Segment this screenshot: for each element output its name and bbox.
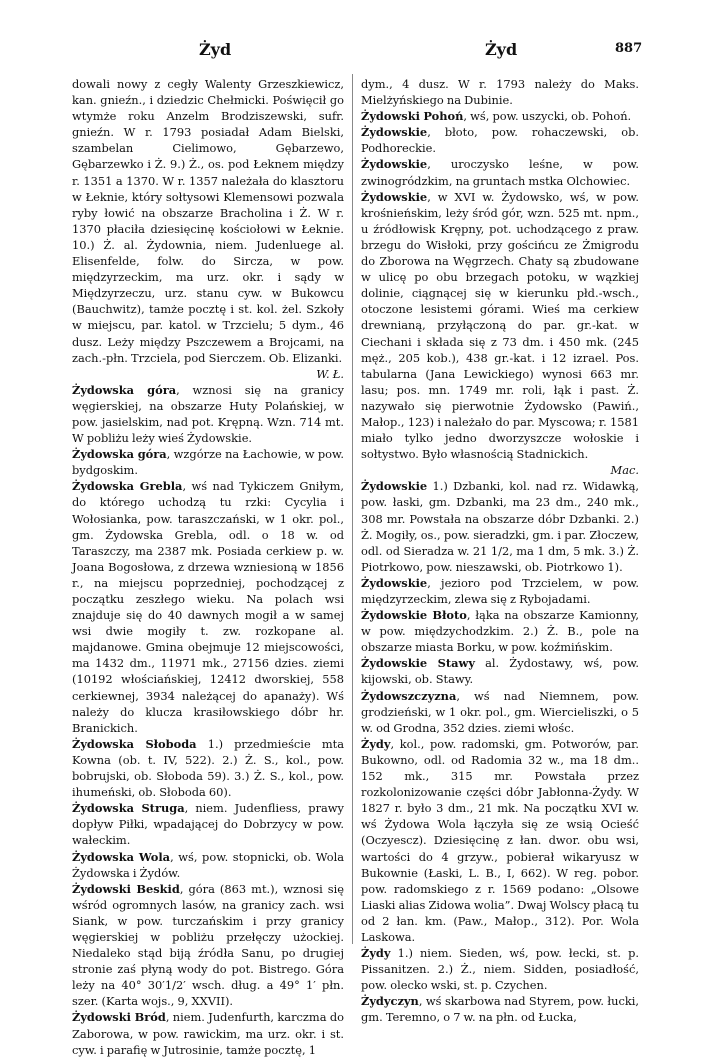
entry-headword: Żydowskie Stawy (361, 656, 475, 671)
entry-text: Żydowszczyzna, wś nad Niemnem, pow. grodzieński, w 1 okr. pol., gm. Wiercieliszki, o 5 w. od Grodna, 352 dzies. ziemi włośc. (361, 688, 639, 735)
entry-text: Żydowskie Błoto, łąka na obszarze Kamionny, w pow. międzychodzkim. 2.) Ż. B., pole na obszarze miasta Borku, w pow. koźmińskim. (361, 608, 639, 655)
entry-text: Żydowski Pohoń, wś, pow. uszycki, ob. Pohoń. (361, 109, 632, 124)
entry-headword: Żydyczyn (361, 994, 419, 1009)
column-divider (352, 74, 353, 944)
entry-text: Żydy, kol., pow. radomski, gm. Potworów, par. Bukowno, odl. od Radomia 32 w., ma 18 dm.. 152 mk., 315 mr. Powstała przez rozkolonizowanie części dóbr Jabłonna-Żydy. W 1827 r. było 3 dm., 21 mk. Na początku XVI w. wś Żydowa Wola łączyła się ze wsią Ocieść (Oczyescz). Dziesięcinę z łan. dwor. obu wsi, wartości do 4 grzyw., pobierał wikaryusz w Bukownie (Łaski, L. B., I, 662). W reg. pobor. pow. radomskiego z r. 1569 podano: „Olsowe Liaski alias Zidowa wolia”. Dwaj Wolscy płacą tu od 2 łan. km. (Paw., Małop., 312). Por. Wola Laskowa. (361, 736, 639, 944)
entry-headword: Żydowska góra (72, 447, 167, 462)
entry-headword: Żydowska Grebla (72, 479, 183, 494)
entry-headword: Żydowski Bród (72, 1010, 166, 1025)
entry-text: Żydowska Słoboda 1.) przedmieście mta Kowna (ob. t. IV, 522). 2.) Ż. S., kol., pow. bobrujski, ob. Słoboda 59). 3.) Ż. S., kol., pow. ihumeński, ob. Słoboda 60). (72, 736, 344, 800)
entry-headword: Żydowska Słoboda (72, 736, 197, 751)
entry-text: Żydowskie, jezioro pod Trzcielem, w pow. międzyrzeckim, zlewa się z Rybojadami. (361, 575, 639, 606)
entry-text: Żydy 1.) niem. Sieden, wś, pow. łecki, st. p. Pissanitzen. 2.) Ż., niem. Sidden, posiadłość, pow. olecko wski, st. p. Czychen. (361, 946, 639, 993)
entry-text: dym., 4 dusz. W r. 1793 należy do Maks. Mielżyńskiego na Dubinie. (361, 77, 639, 108)
entry-headword: Żydowskie Błoto (361, 608, 467, 623)
entry-text: Żydowski Beskid, góra (863 mt.), wznosi się wśród ogromnych lasów, na granicy zach. wsi Siank, w pow. turczańskim i przy granicy węgierskiej w pobliżu przełęczy użockiej. Niedaleko stąd biją źródła Sanu, po drugiej stronie zaś płyną wody do pot. Bistrego. Góra leży na 40° 30′1/2′ wsch. dług. a 49° 1′ płn. szer. (Karta wojs., 9, XXVII). (72, 881, 344, 1009)
entry-text: Żydowska góra, wzgórze na Łachowie, w pow. bydgoskim. (72, 447, 344, 478)
entry-headword: Żydowskie (361, 157, 428, 172)
entry-headword: Żydy (361, 736, 391, 751)
entry-headword: Żydowskie (361, 189, 428, 204)
entry-headword: Żydowska góra (72, 382, 177, 397)
entry-text: Żydowskie 1.) Dzbanki, kol. nad rz. Widawką, pow. łaski, gm. Dzbanki, ma 23 dm., 240 mk., 308 mr. Powstała na obszarze dóbr Dzbanki. 2.) Ż. Mogiły, os., pow. sieradzki, gm. i par. Złoczew, odl. od Sieradza w. 21 1/2, ma 1 dm, 5 mk. 3.) Ż. Piotrkowo, pow. nieszawski, ob. Piotrkowo 1). (361, 479, 639, 574)
entry-headword: Żydy (361, 946, 391, 961)
entry-text: dowali nowy z cegły Walenty Grzeszkiewicz, kan. gnieźn., i dziedzic Chełmicki. Poświęcił go wtymże roku Anzelm Brodziszewski, sufr. gnieźn. W r. 1793 posiadał Adam Bielski, szambelan Cielimowo, Gębarzewo, Gębarzewko i Ż. 9.) Ż., os. pod Łeknem między r. 1351 a 1370. W r. 1357 należała do klasztoru w Łeknie, który sołtysowi Klemensowi pozwala ryby łowić na obszarze Bracholina i Ż. W r. 1370 płaciła dziesięcinę kościołowi w Łeknie. 10.) Ż. al. Żydownia, niem. Judenluege al. Elisenfelde, folw. do Sircza, w pow. międzyrzeckim, ma urz. okr. i sądy w Międzyrzeczu, urz. stanu cyw. w Bukowcu (Bauchwitz), tamże pocztę i st. kol. żel. Szkoły w miejscu, par. katol. w Trzcielu; 5 dym., 46 dusz. Leży między Pszczewem a Brojcami, na zach.-płn. Trzciela, pod Sierczem. Ob. Elizanki. (72, 77, 344, 365)
running-head-right: Żyd (485, 40, 518, 59)
entry-headword: Żydowska Wola (72, 849, 171, 864)
entry-text: Żydowskie Stawy al. Żydostawy, wś, pow. kijowski, ob. Stawy. (361, 656, 639, 687)
entry-text: Żydowska Struga, niem. Judenfliess, prawy dopływ Piłki, wpadającej do Dobrzycy w pow. wałeckim. (72, 801, 344, 848)
entry-text: Żydowskie, błoto, pow. rohaczewski, ob. Podhoreckie. (361, 125, 639, 156)
entry-text: Żydyczyn, wś skarbowa nad Styrem, pow. łucki, gm. Teremno, o 7 w. na płn. od Łucka, (361, 994, 639, 1025)
entry-headword: Żydowski Beskid (72, 881, 180, 896)
entry-headword: Żydowskie (361, 575, 428, 590)
entry-text: Żydowska Wola, wś, pow. stopnicki, ob. Wola Żydowska i Żydów. (72, 849, 345, 880)
entry-text: Żydowska góra, wznosi się na granicy węgierskiej, na obszarze Huty Polańskiej, w pow. jasielskim, nad pot. Krępną. Wzn. 714 mt. W pobliżu leży wieś Żydowskie. (72, 382, 344, 446)
right-column (361, 76, 639, 1026)
entry-headword: Żydowska Struga (72, 801, 185, 816)
entry-text: Żydowski Bród, niem. Judenfurth, karczma do Zaborowa, w pow. rawickim, ma urz. okr. i st. cyw. i parafię w Jutrosinie, tamże pocztę, 1 (72, 1010, 344, 1057)
entry-text: Żydowskie, uroczysko leśne, w pow. zwinogródzkim, na gruntach mstka Olchowiec. (361, 157, 639, 188)
entry-headword: Żydowski Pohoń (361, 109, 464, 124)
left-column (72, 76, 344, 1058)
running-head-left: Żyd (199, 40, 232, 59)
entry-headword: Żydowszczyzna (361, 688, 457, 703)
entry-headword: Żydowskie (361, 479, 428, 494)
page-header (0, 40, 720, 62)
author-signature: Mac. (610, 463, 639, 478)
page-number: 887 (615, 41, 643, 56)
entry-headword: Żydowskie (361, 125, 428, 140)
author-signature: W. Ł. (316, 366, 344, 381)
entry-text: Żydowskie, w XVI w. Żydowsko, wś, w pow. krośnieńskim, leży śród gór, wzn. 525 mt. npm., u źródłowisk Krępny, pot. uchodzącego z praw. brzegu do Wisłoki, przy gościńcu ze Żmigrodu do Zborowa na Węgrzech. Chaty są zbudowane w ulicę po obu brzegach potoku, w wązkiej dolinie, ciągnącej się w kierunku płd.-wsch., otoczone lesistemi górami. Wieś ma cerkiew drewnianą, przyłączoną do par. gr.-kat. w Ciechani i składa się z 73 dm. i 450 mk. (245 męż., 205 kob.), 438 gr.-kat. i 12 izrael. Pos. tabularna (Jana Lewickiego) wynosi 663 mr. lasu; pos. mn. 1749 mr. roli, łąk i past. Ż. nazywało się pierwotnie Żydowsko (Pawiń., Małop., 123) i należało do par. Myscowa; r. 1581 miało tylko jedno dworzyszcze wołoskie i sołtystwo. Było własnością Stadnickich. (361, 189, 639, 462)
entry-text: Żydowska Grebla, wś nad Tykiczem Gniłym, do którego uchodzą tu rzki: Cycylia i Wołosianka, pow. taraszczański, w 1 okr. pol., gm. Żydowska Grebla, odl. o 18 w. od Taraszczy, ma 2387 mk. Posiada cerkiew p. w. Joana Bogosłowa, z drzewa wzniesioną w 1856 r., na miejscu poprzedniej, pochodzącej z początku zeszłego wieku. Na polach wsi znajduje się do 40 dawnych mogił a w samej wsi dwie mogiły t. zw. rozkopane al. majdanowe. Gmina obejmuje 12 miejscowości, ma 1432 dm., 11971 mk., 27156 dzies. ziemi (10192 włościańskiej, 12412 dworskiej, 558 cerkiewnej, 3934 należącej do apanaży). Wś należy do klucza krasiłowskiego dóbr hr. Branickich. (72, 479, 344, 735)
